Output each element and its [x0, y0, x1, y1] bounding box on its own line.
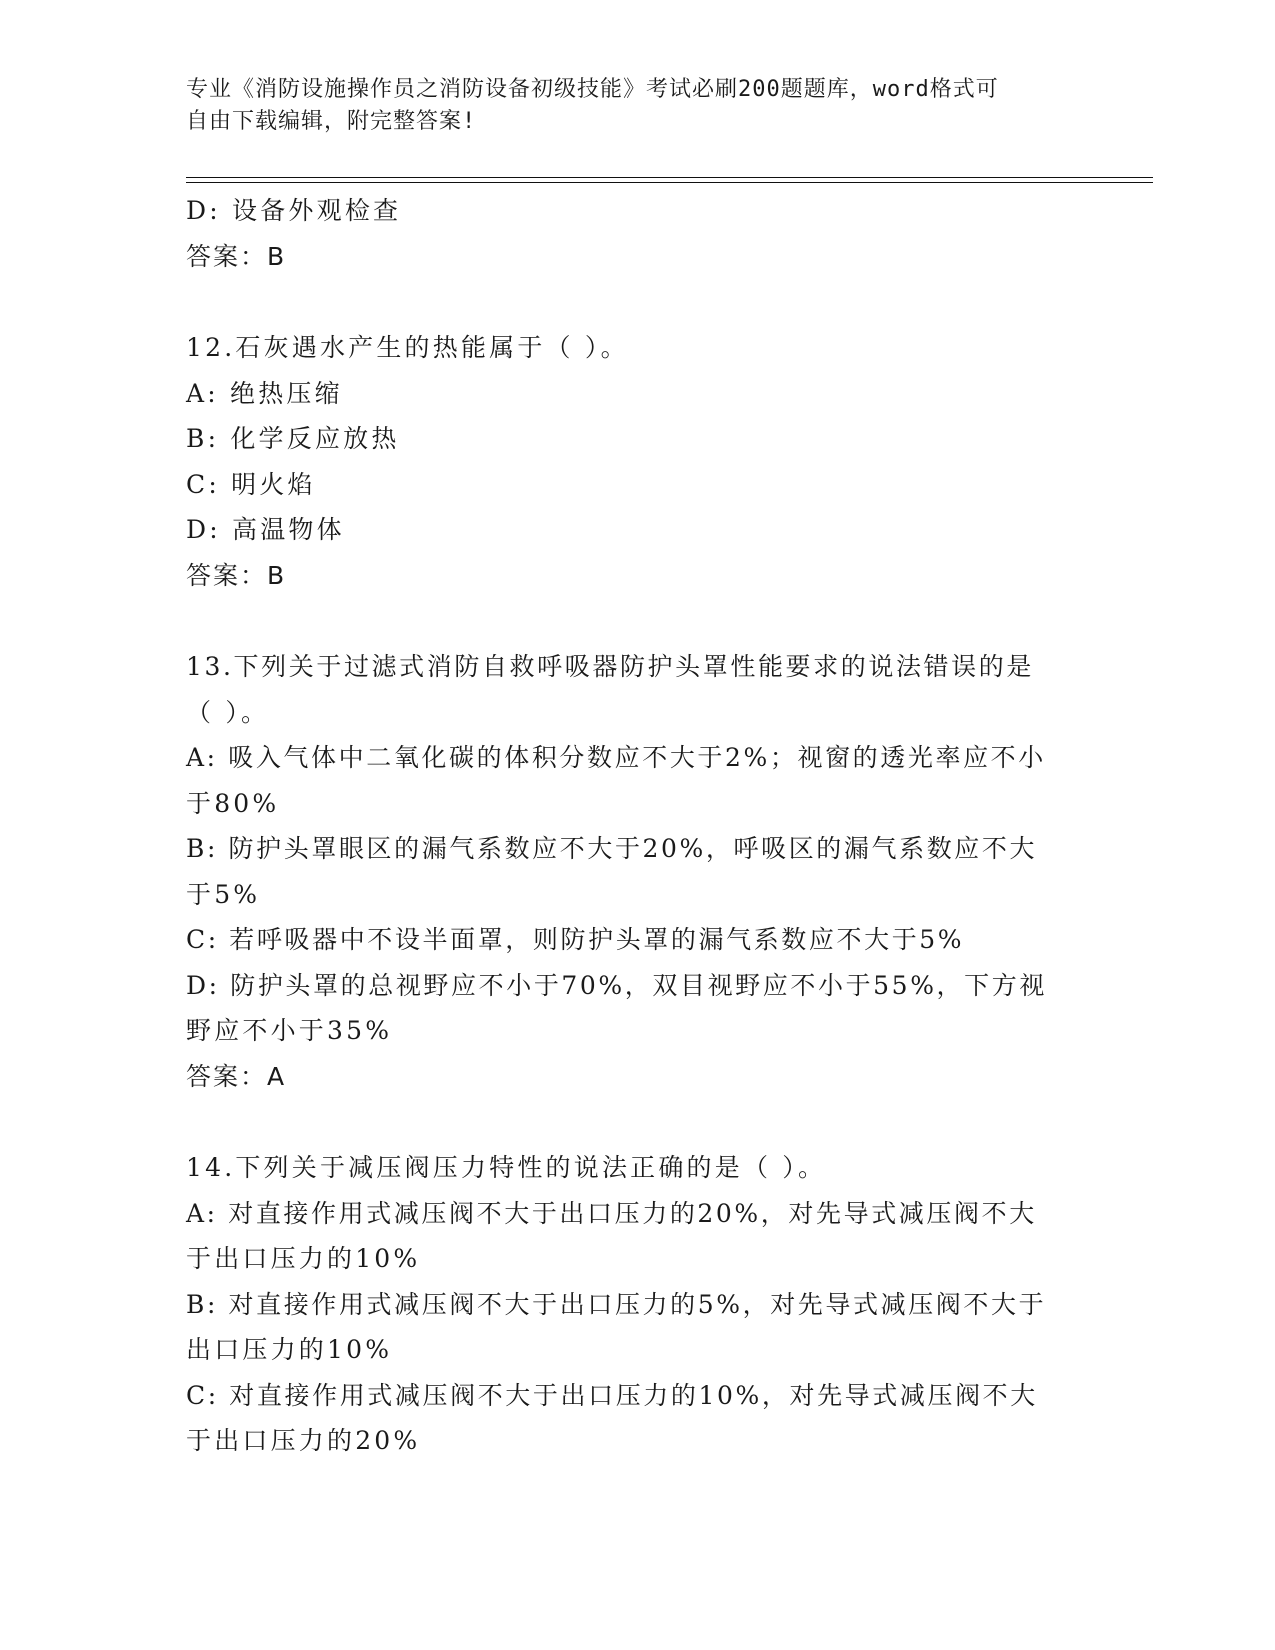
header-line-1: 专业《消防设施操作员之消防设备初级技能》考试必刷200题题库，word格式可	[186, 77, 999, 102]
answer-line: 答案：A	[186, 1061, 287, 1091]
option-b-line-2: 于5%	[186, 879, 261, 909]
question-14	[186, 1145, 1086, 1464]
option-c-line-2: 于出口压力的20%	[186, 1426, 421, 1455]
question-stem-line-2: （ ）。	[186, 697, 270, 727]
page-header	[186, 74, 1086, 138]
option-d: D: 设备外观检查	[186, 196, 402, 225]
option-a-line-1: A: 对直接作用式减压阀不大于出口压力的20%，对先导式减压阀不大	[186, 1198, 1037, 1228]
option-d: D: 高温物体	[186, 515, 345, 544]
question-stem: 12.石灰遇水产生的热能属于（ ）。	[186, 333, 629, 362]
option-c-line-1: C: 对直接作用式减压阀不大于出口压力的10%，对先导式减压阀不大	[186, 1380, 1038, 1410]
question-13	[186, 644, 1086, 1099]
question-stem: 14.下列关于减压阀压力特性的说法正确的是（ ）。	[186, 1153, 827, 1182]
answer-line: 答案：B	[186, 560, 287, 590]
option-d-line-2: 野应不小于35%	[186, 1016, 393, 1045]
option-b-line-1: B: 对直接作用式减压阀不大于出口压力的5%，对先导式减压阀不大于	[186, 1289, 1047, 1319]
document-body	[186, 188, 1086, 1464]
option-b-line-2: 出口压力的10%	[186, 1335, 393, 1364]
question-12	[186, 325, 1086, 598]
header-divider-bottom	[186, 182, 1153, 183]
option-c: C: 明火焰	[186, 469, 316, 499]
option-a-line-1: A: 吸入气体中二氧化碳的体积分数应不大于2%；视窗的透光率应不小	[186, 743, 1046, 772]
answer-line: 答案：B	[186, 241, 287, 271]
header-line-2: 自由下载编辑，附完整答案!	[186, 109, 477, 134]
question-stem-line-1: 13.下列关于过滤式消防自救呼吸器防护头罩性能要求的说法错误的是	[186, 652, 1034, 681]
option-a-line-2: 于80%	[186, 788, 280, 818]
header-divider-top	[186, 177, 1153, 178]
option-b: B: 化学反应放热	[186, 424, 400, 453]
option-d-line-1: D: 防护头罩的总视野应不小于70%，双目视野应不小于55%，下方视	[186, 970, 1047, 1000]
option-b-line-1: B: 防护头罩眼区的漏气系数应不大于20%，呼吸区的漏气系数应不大	[186, 834, 1038, 863]
question-11-tail	[186, 188, 1086, 279]
option-a-line-2: 于出口压力的10%	[186, 1244, 421, 1273]
option-a: A: 绝热压缩	[186, 378, 343, 408]
option-c: C: 若呼吸器中不设半面罩，则防护头罩的漏气系数应不大于5%	[186, 925, 965, 954]
